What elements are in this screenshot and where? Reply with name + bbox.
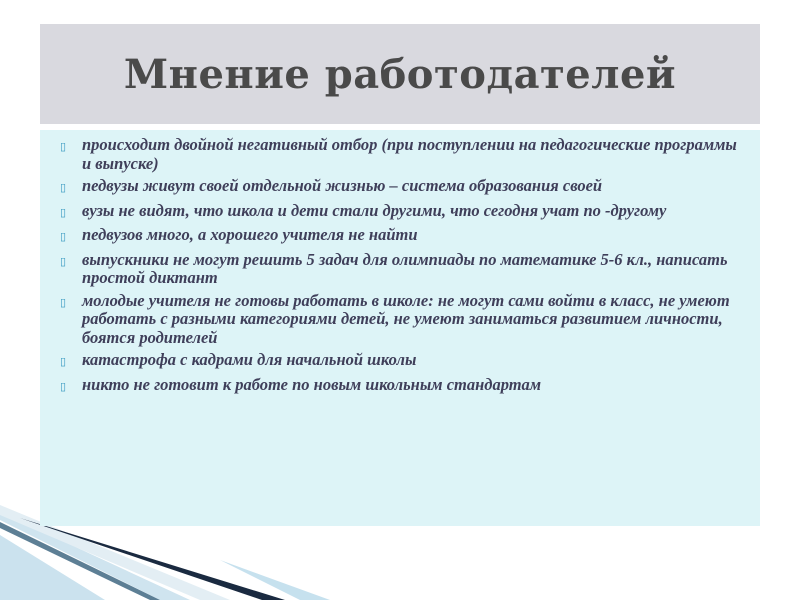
bullet-marker-icon: ▯ bbox=[60, 206, 67, 219]
bullet-marker-icon: ▯ bbox=[60, 296, 67, 309]
bullet-marker-icon: ▯ bbox=[60, 255, 67, 268]
list-item bbox=[60, 292, 742, 348]
bullet-marker-icon: ▯ bbox=[60, 182, 67, 194]
list-item-text: происходит двойной негативный отбор (при поступлении на педагогические программы и выпуске) bbox=[82, 135, 737, 173]
list-item bbox=[60, 136, 742, 173]
list-item bbox=[60, 226, 742, 247]
list-item-text: никто не готовит к работе по новым школьным стандартам bbox=[82, 374, 542, 394]
bullet-marker-icon: ▯ bbox=[60, 356, 67, 368]
list-item bbox=[60, 251, 742, 288]
list-item bbox=[60, 351, 742, 372]
list-item-text: вузы не видят, что школа и дети стали другими, что сегодня учат по -другому bbox=[82, 200, 667, 220]
list-item-text: катастрофа с кадрами для начальной школы bbox=[82, 350, 417, 369]
bullet-marker-icon: ▯ bbox=[60, 141, 67, 153]
list-item-text: выпускники не могут решить 5 задач для олимпиады по математике 5-6 кл., написать простой диктант bbox=[82, 249, 728, 287]
list-item-text: молодые учителя не готовы работать в школе: не могут сами войти в класс, не умеют работать с разными категориями детей, не умеют заниматься развитием личности, боятся родителей bbox=[82, 290, 730, 347]
bullet-marker-icon: ▯ bbox=[60, 380, 67, 393]
list-item-text: педвузы живут своей отдельной жизнью – система образования своей bbox=[82, 176, 603, 195]
list-item-text: педвузов много, а хорошего учителя не найти bbox=[82, 225, 418, 244]
bullet-marker-icon: ▯ bbox=[60, 231, 67, 243]
bullet-list bbox=[40, 130, 760, 396]
slide-title: Мнение работодателей bbox=[123, 50, 677, 98]
list-item bbox=[60, 177, 742, 198]
list-item bbox=[60, 202, 742, 223]
list-item bbox=[60, 376, 742, 397]
content-panel bbox=[40, 130, 760, 526]
title-banner bbox=[40, 24, 760, 124]
